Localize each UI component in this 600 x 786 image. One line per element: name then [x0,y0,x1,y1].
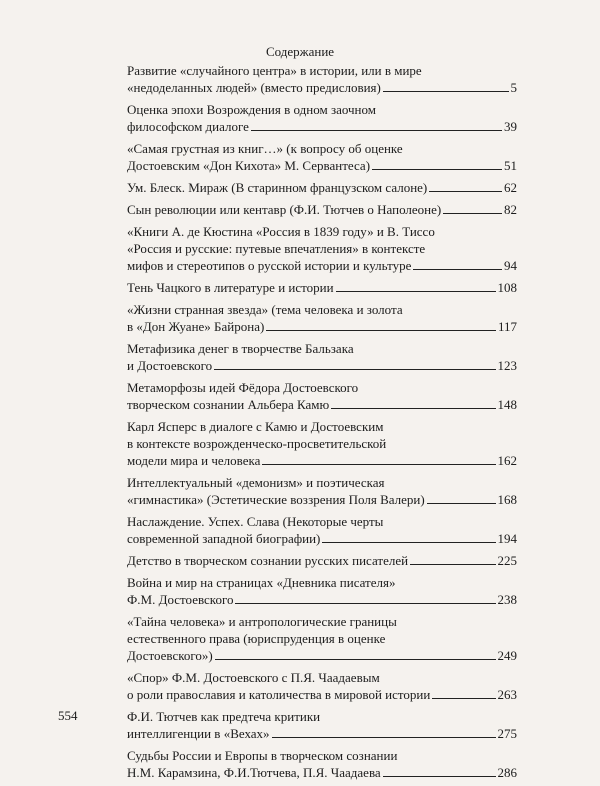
toc-entry-line: «гимнастика» (Эстетические воззрения Поля Валери) [127,492,425,507]
toc-entry-last-line [127,118,517,135]
toc-leader-line [410,564,495,565]
toc-entry-last-line [127,179,517,196]
toc-entry-line: интеллигенции в «Вехах» [127,726,270,741]
toc-entry [127,708,517,742]
toc-leader-line [413,269,502,270]
toc-leader-line [272,737,496,738]
toc-entry-last-line [127,764,517,781]
toc-entry-page: 168 [497,492,517,507]
toc-entry-last-line [127,201,517,218]
toc-entry-line: Судьбы России и Европы в творческом сознании [127,748,398,763]
toc-entry-last-line [127,686,517,703]
toc-entry-page: 249 [497,648,517,663]
toc-entry-line: Метафизика денег в творчестве Бальзака [127,341,354,356]
toc-entry-page: 108 [497,280,517,295]
toc-entry-last-line [127,157,517,174]
toc-entry-line: «Россия и русские: путевые впечатления» в контексте [127,241,426,256]
toc-entry [127,574,517,608]
toc-entry-page: 5 [510,80,517,95]
toc-entry [127,613,517,664]
toc-leader-line [383,776,496,777]
toc-entry [127,474,517,508]
toc-entry-line: Наслаждение. Успех. Слава (Некоторые черты [127,514,384,529]
toc-leader-line [429,191,502,192]
toc-entry-last-line [127,491,517,508]
toc-leader-line [262,464,495,465]
toc-entry-line: современной западной биографии) [127,531,321,546]
toc-entry [127,340,517,374]
toc-leader-line [427,503,496,504]
toc-entry-last-line [127,452,517,469]
toc-entry-page: 148 [497,397,517,412]
toc-entry-page: 286 [497,765,517,780]
toc-entry [127,140,517,174]
toc-leader-line [214,369,495,370]
toc-entry-last-line [127,79,517,96]
toc-entry-last-line [127,257,517,274]
toc-entry-line: Ф.И. Тютчев как предтеча критики [127,709,321,724]
page-number: 554 [58,708,78,723]
table-of-contents [127,62,517,786]
toc-entry-page: 94 [504,258,517,273]
toc-entry [127,552,517,569]
toc-leader-line [215,659,496,660]
toc-leader-line [235,603,495,604]
toc-entry-line: Интеллектуальный «демонизм» и поэтическая [127,475,385,490]
toc-entry-line: и Достоевского [127,358,213,373]
toc-entry-line: «Самая грустная из книг…» (к вопросу об оценке [127,141,403,156]
toc-entry-last-line [127,530,517,547]
toc-entry-line: Развитие «случайного центра» в истории, или в мире [127,63,422,78]
toc-entry-page: 123 [497,358,517,373]
toc-entry-line: Н.М. Карамзина, Ф.И.Тютчева, П.Я. Чаадаева [127,765,381,780]
toc-entry [127,62,517,96]
toc-leader-line [336,291,496,292]
toc-entry [127,179,517,196]
toc-entry-page: 62 [504,180,517,195]
toc-entry-line: Оценка эпохи Возрождения в одном заочном [127,102,376,117]
toc-entry [127,301,517,335]
toc-entry-page: 39 [504,119,517,134]
toc-leader-line [443,213,502,214]
toc-entry [127,101,517,135]
toc-entry-line: «Жизни странная звезда» (тема человека и золота [127,302,403,317]
toc-entry [127,201,517,218]
toc-entry-page: 238 [497,592,517,607]
toc-entry-line: Детство в творческом сознании русских писателей [127,553,409,568]
toc-entry-line: естественного права (юриспруденция в оценке [127,631,386,646]
toc-entry [127,747,517,781]
toc-entry-line: «Книги А. де Кюстина «Россия в 1839 году» и В. Тиссо [127,224,435,239]
toc-entry-line: «Спор» Ф.М. Достоевского с П.Я. Чаадаевым [127,670,380,685]
toc-entry-line: Достоевским «Дон Кихота» М. Сервантеса) [127,158,371,173]
toc-entry-line: мифов и стереотипов о русской истории и культуре [127,258,412,273]
toc-leader-line [432,698,495,699]
toc-entry-line: «недоделанных людей» (вместо предисловия) [127,80,381,95]
toc-entry-line: «Тайна человека» и антропологические границы [127,614,397,629]
toc-entry-page: 82 [504,202,517,217]
page-title: Содержание [265,44,335,59]
toc-leader-line [251,130,502,131]
toc-entry-line: Ф.М. Достоевского [127,592,234,607]
toc-entry-last-line [127,357,517,374]
toc-leader-line [331,408,495,409]
toc-entry-page: 275 [497,726,517,741]
toc-entry-last-line [127,279,517,296]
toc-entry [127,513,517,547]
toc-entry-line: философском диалоге [127,119,249,134]
toc-entry [127,379,517,413]
toc-entry-page: 117 [497,319,517,334]
toc-entry-line: Тень Чацкого в литературе и истории [127,280,334,295]
toc-entry-last-line [127,318,517,335]
toc-entry-last-line [127,647,517,664]
toc-entry [127,418,517,469]
toc-entry-line: Ум. Блеск. Мираж (В старинном французском салоне) [127,180,428,195]
toc-entry-last-line [127,552,517,569]
toc-leader-line [383,91,509,92]
toc-entry-line: Сын революции или кентавр (Ф.И. Тютчев о Наполеоне) [127,202,442,217]
toc-entry [127,279,517,296]
toc-entry-line: творческом сознании Альбера Камю [127,397,330,412]
toc-leader-line [266,330,496,331]
toc-entry [127,669,517,703]
toc-entry-line: в контексте возрожденческо-просветительской [127,436,387,451]
toc-entry-line: Достоевского») [127,648,213,663]
toc-entry-last-line [127,725,517,742]
toc-leader-line [372,169,502,170]
toc-entry-line: модели мира и человека [127,453,261,468]
toc-entry-line: Метаморфозы идей Фёдора Достоевского [127,380,359,395]
toc-entry-page: 194 [497,531,517,546]
toc-entry [127,223,517,274]
toc-entry-page: 51 [504,158,517,173]
toc-entry-line: Война и мир на страницах «Дневника писателя» [127,575,396,590]
toc-entry-last-line [127,396,517,413]
toc-entry-last-line [127,591,517,608]
toc-entry-page: 162 [497,453,517,468]
toc-entry-line: в «Дон Жуане» Байрона) [127,319,265,334]
toc-entry-page: 225 [497,553,517,568]
toc-entry-line: о роли православия и католичества в мировой истории [127,687,431,702]
toc-entry-page: 263 [497,687,517,702]
toc-entry-line: Карл Ясперс в диалоге с Камю и Достоевским [127,419,384,434]
toc-leader-line [322,542,495,543]
